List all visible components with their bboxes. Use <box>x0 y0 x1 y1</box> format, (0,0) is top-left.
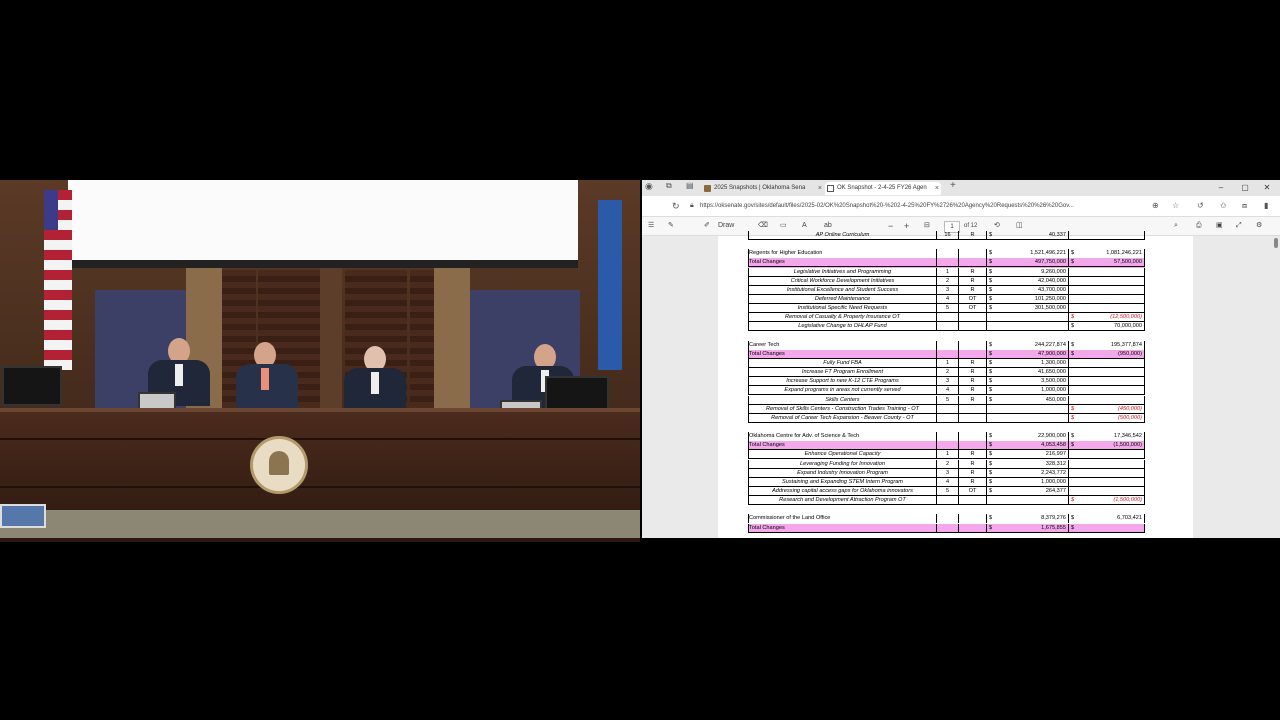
pdf-favicon <box>827 185 834 192</box>
cell-v1: 22,900,000 <box>1038 433 1066 440</box>
cell-v2: (1,500,000) <box>1076 441 1145 450</box>
zoom-in-button[interactable]: + <box>904 221 910 231</box>
cell-d2 <box>1068 487 1076 496</box>
cell-d2 <box>1068 396 1076 405</box>
cell-v2: 1,081,246,221 <box>1076 249 1145 258</box>
senate-seal-icon <box>250 436 308 494</box>
favorites-icon[interactable]: ✩ <box>1220 201 1227 210</box>
cell-d1: $ <box>986 514 994 523</box>
cell-d1: $ <box>986 396 994 405</box>
cell-name: Career Tech <box>748 341 936 350</box>
cell-v1: 497,750,000 <box>994 258 1068 267</box>
cell-d1: $ <box>986 460 994 469</box>
cell-v1: 264,377 <box>994 487 1068 496</box>
cell-d1: $ <box>986 231 994 240</box>
cell-name: Enhance Operational Capacity <box>748 450 936 459</box>
cell-num: 1 <box>936 268 958 277</box>
cell-name: Total Changes <box>748 441 936 450</box>
desk-trim <box>0 486 640 488</box>
extensions-icon[interactable]: ⧈ <box>1242 201 1248 210</box>
cell-num <box>936 405 958 414</box>
cell-d2: $ <box>1068 313 1076 322</box>
cell-type <box>958 258 986 267</box>
request-row <box>748 368 1145 377</box>
cell-name: Removal of Career Tech Expansion - Beaver County - OT <box>748 414 936 423</box>
cell-num <box>936 258 958 267</box>
cell-d1: $ <box>986 487 994 496</box>
close-tab-icon[interactable]: × <box>934 185 939 192</box>
total-changes-row <box>748 441 1145 450</box>
cell-num: 5 <box>936 304 958 313</box>
cell-d2: $ <box>1068 514 1076 523</box>
cell-type <box>958 350 986 359</box>
cell-name: Research and Development Attraction Program OT <box>748 496 936 505</box>
cell-type: OT <box>958 487 986 496</box>
cell-v2 <box>1076 450 1145 459</box>
request-row <box>748 322 1145 331</box>
cell-type <box>958 441 986 450</box>
cell-name: Critical Workforce Development Initiatives <box>748 277 936 286</box>
fullscreen-icon[interactable]: ⤢ <box>1236 222 1242 229</box>
cell-d1: $ <box>986 268 994 277</box>
cell-v2: (450,000) <box>1076 405 1145 414</box>
cell-type: R <box>958 377 986 386</box>
cell-v1: 2,243,772 <box>994 469 1068 478</box>
cell-v2 <box>1076 478 1145 487</box>
cell-num <box>936 322 958 331</box>
print-icon[interactable]: ⎙ <box>1196 222 1202 229</box>
table-spacer-row <box>748 332 1145 341</box>
favorite-star-icon[interactable]: ☆ <box>1172 201 1180 210</box>
oklahoma-flag <box>598 200 622 370</box>
total-changes-row <box>748 258 1145 267</box>
agency-row <box>748 514 1145 523</box>
cell-name: Oklahoma Centre for Adv. of Science & Tech <box>748 432 936 441</box>
cell-d2: $ <box>1068 322 1076 331</box>
save-icon[interactable]: ▣ <box>1216 222 1223 229</box>
cell-d1: $ <box>986 295 994 304</box>
cell-d2 <box>1068 377 1076 386</box>
request-row <box>748 496 1145 505</box>
fit-page-icon[interactable]: ⊟ <box>924 222 930 229</box>
cell-d2: $ <box>1068 249 1076 258</box>
cell-d1: $ <box>986 377 994 386</box>
cell-num: 4 <box>936 478 958 487</box>
cell-d1: $ <box>986 258 994 267</box>
cell-v1: 3,500,000 <box>994 377 1068 386</box>
cell-v1 <box>994 313 1068 322</box>
cell-type <box>958 496 986 505</box>
cell-d2: $ <box>1068 432 1076 441</box>
cell-name: Total Changes <box>748 258 936 267</box>
cell-name: Legislative Change to OHLAP Fund <box>748 322 936 331</box>
cell-d1 <box>986 496 994 505</box>
cell-name: Fully Fund FBA <box>748 359 936 368</box>
cell-d2: $ <box>1068 350 1076 359</box>
cell-d1: $ <box>986 432 994 441</box>
request-row <box>748 295 1145 304</box>
cell-v2 <box>1076 304 1145 313</box>
agency-row <box>748 432 1145 441</box>
cell-v2: 57,500,000 <box>1076 258 1145 267</box>
request-row <box>748 268 1145 277</box>
cell-name: Skills Centers <box>748 396 936 405</box>
cell-type: OT <box>958 304 986 313</box>
cell-name: Expand programs in areas not currently served <box>748 386 936 395</box>
cell-type <box>958 322 986 331</box>
cell-name: Expand Industry Innovation Program <box>748 469 936 478</box>
cell-v1: 8,379,276 <box>1041 515 1066 522</box>
cell-name: Leveraging Funding for Innovation <box>748 460 936 469</box>
cell-v2: (1,500,000) <box>1076 496 1145 505</box>
tab-label: 2025 Snapshots | Oklahoma Sena <box>714 185 806 191</box>
cell-v1: 301,500,000 <box>994 304 1068 313</box>
cell-num <box>936 514 958 523</box>
request-row <box>748 313 1145 322</box>
request-row <box>748 478 1145 487</box>
cell-type: R <box>958 469 986 478</box>
cell-v1: 1,300,000 <box>994 359 1068 368</box>
draw-icon[interactable]: ✐ <box>704 222 710 229</box>
cell-d1: $ <box>986 249 994 258</box>
request-row <box>748 359 1145 368</box>
request-row <box>748 450 1145 459</box>
cell-d2 <box>1068 478 1076 487</box>
new-tab-button[interactable]: + <box>950 180 956 191</box>
cell-type: R <box>958 277 986 286</box>
cell-v2 <box>1076 487 1145 496</box>
total-changes-row <box>748 350 1145 359</box>
cell-num: 4 <box>936 295 958 304</box>
reload-extension-icon[interactable]: ↺ <box>1197 201 1204 210</box>
cell-type <box>958 414 986 423</box>
cell-name: Removal of Casualty & Property Insurance OT <box>748 313 936 322</box>
cell-d1: $ <box>986 524 994 533</box>
cell-d1: $ <box>986 286 994 295</box>
cell-num: 5 <box>936 487 958 496</box>
cell-type <box>958 524 986 533</box>
cell-num: 16 <box>936 231 958 240</box>
cell-name: Legislative Initiatives and Programming <box>748 268 936 277</box>
cell-type: R <box>958 368 986 377</box>
projection-screen <box>68 180 578 268</box>
cell-v1: 47,900,000 <box>994 350 1068 359</box>
cell-d2: $ <box>1068 414 1076 423</box>
rotate-icon[interactable]: ⟲ <box>994 222 1000 229</box>
cell-name: Removal of Skills Centers - Construction Trades Training - OT <box>748 405 936 414</box>
agency-row <box>748 249 1145 258</box>
cell-name: AP Online Curriculum <box>748 231 936 240</box>
cell-type: R <box>958 450 986 459</box>
cell-v2: (12,500,000) <box>1076 313 1145 322</box>
cell-d1: $ <box>986 350 994 359</box>
cell-num <box>936 432 958 441</box>
cell-v1 <box>994 496 1068 505</box>
cell-name: Increase Support to new K-12 CTE Programs <box>748 377 936 386</box>
cell-d2 <box>1068 295 1076 304</box>
cell-num: 3 <box>936 377 958 386</box>
url-field[interactable]: https://oksenate.gov/sites/default/files/2025-02/OK%20Snapshot%20-%202-4-25%20FY%2726%20Agency%20Requests%20%26%20Gov... <box>700 203 1074 209</box>
cell-v1: 41,650,000 <box>994 368 1068 377</box>
cell-d1 <box>986 322 994 331</box>
cell-v1: 216,997 <box>994 450 1068 459</box>
cell-d1: $ <box>986 341 994 350</box>
cell-type: R <box>958 231 986 240</box>
cell-d2 <box>1068 231 1076 240</box>
cell-d2: $ <box>1068 258 1076 267</box>
request-row <box>748 386 1145 395</box>
cell-d2 <box>1068 359 1076 368</box>
cell-v2 <box>1076 277 1145 286</box>
request-row <box>748 487 1145 496</box>
cell-v2 <box>1076 396 1145 405</box>
cell-name: Institutional Excellence and Student Success <box>748 286 936 295</box>
cell-v1: 42,040,000 <box>994 277 1068 286</box>
cell-name: Sustaining and Expanding STEM Intern Program <box>748 478 936 487</box>
cell-v2 <box>1076 231 1145 240</box>
cell-type <box>958 313 986 322</box>
cell-type: R <box>958 460 986 469</box>
cell-num: 1 <box>936 450 958 459</box>
cell-type: OT <box>958 295 986 304</box>
cell-v2: 17,346,542 <box>1076 432 1145 441</box>
cell-v1: 9,260,000 <box>994 268 1068 277</box>
cell-v1: 1,000,000 <box>994 478 1068 487</box>
cell-v2 <box>1076 295 1145 304</box>
cell-v1: 1,000,000 <box>994 386 1068 395</box>
cell-d2: $ <box>1068 341 1076 350</box>
zoom-out-button[interactable]: − <box>888 221 894 231</box>
cell-type <box>958 432 986 441</box>
carpet <box>0 510 640 538</box>
highlight-icon[interactable]: ✎ <box>668 222 674 229</box>
tab-actions-icon[interactable]: ▤ <box>686 181 694 190</box>
cell-v2 <box>1076 524 1145 533</box>
cell-v1: 4,053,458 <box>994 441 1068 450</box>
cell-num <box>936 350 958 359</box>
text-icon[interactable]: ▭ <box>780 222 787 229</box>
cell-type <box>958 341 986 350</box>
total-changes-row <box>748 524 1145 533</box>
search-icon[interactable]: ⌕ <box>1174 222 1178 229</box>
cell-v1: 328,312 <box>994 460 1068 469</box>
tab-bar <box>642 180 1280 196</box>
cell-v2 <box>1076 460 1145 469</box>
cell-d1 <box>986 414 994 423</box>
cell-num <box>936 524 958 533</box>
cell-num: 2 <box>936 368 958 377</box>
cell-num <box>936 441 958 450</box>
cell-v1: 1,521,496,221 <box>1030 250 1066 257</box>
cell-d2 <box>1068 386 1076 395</box>
hearing-video-feed <box>0 180 640 538</box>
site-info-icon[interactable]: 🔒︎ <box>690 202 694 209</box>
cell-v2: 6,703,421 <box>1076 514 1145 523</box>
address-bar <box>642 196 1280 217</box>
cell-v2: 195,377,874 <box>1076 341 1145 350</box>
cell-v1: 1,675,855 <box>994 524 1068 533</box>
cell-v1: 40,337 <box>994 231 1068 240</box>
pdf-page <box>718 232 1193 538</box>
cell-d1: $ <box>986 359 994 368</box>
cell-v2 <box>1076 368 1145 377</box>
cell-d1: $ <box>986 478 994 487</box>
cell-name: Institutional Specific Need Requests <box>748 304 936 313</box>
cell-d1: $ <box>986 386 994 395</box>
monitor <box>2 366 62 406</box>
cell-type: R <box>958 359 986 368</box>
cell-d2 <box>1068 277 1076 286</box>
translate-icon[interactable]: ab <box>824 222 832 229</box>
browser-window <box>642 180 1280 538</box>
cell-d2 <box>1068 268 1076 277</box>
page-view-icon[interactable]: ◫ <box>1016 222 1023 229</box>
cell-d2: $ <box>1068 405 1076 414</box>
minimize-button[interactable]: – <box>1218 183 1224 192</box>
cell-num: 4 <box>936 386 958 395</box>
cell-d1: $ <box>986 450 994 459</box>
cell-d2 <box>1068 304 1076 313</box>
table-spacer-row <box>748 423 1145 432</box>
request-row <box>748 231 1145 240</box>
cell-v1 <box>994 322 1068 331</box>
cell-v1 <box>994 414 1068 423</box>
close-window-button[interactable]: ✕ <box>1263 183 1271 192</box>
close-tab-icon[interactable]: × <box>817 185 822 192</box>
us-flag <box>44 190 72 370</box>
cell-v2 <box>1076 268 1145 277</box>
cell-type: R <box>958 386 986 395</box>
request-row <box>748 396 1145 405</box>
table-spacer-row <box>748 240 1145 249</box>
cell-num <box>936 341 958 350</box>
cell-type <box>958 514 986 523</box>
cell-type: R <box>958 268 986 277</box>
cell-num: 2 <box>936 277 958 286</box>
cell-v2 <box>1076 386 1145 395</box>
cell-d2: $ <box>1068 496 1076 505</box>
read-aloud-icon[interactable]: A <box>802 222 807 229</box>
cell-num: 1 <box>936 359 958 368</box>
cell-type <box>958 249 986 258</box>
cell-num: 3 <box>936 469 958 478</box>
eraser-icon[interactable]: ⌫ <box>758 222 768 229</box>
zoom-icon[interactable]: ⊕ <box>1152 201 1159 210</box>
cell-name: Total Changes <box>748 524 936 533</box>
cell-d2 <box>1068 368 1076 377</box>
cell-v2: (500,000) <box>1076 414 1145 423</box>
cell-d2 <box>1068 450 1076 459</box>
sidebar-icon[interactable]: ▮ <box>1264 201 1269 210</box>
cell-num <box>936 496 958 505</box>
cell-v2 <box>1076 377 1145 386</box>
cell-v1: 244,227,874 <box>1034 341 1066 348</box>
cell-v1 <box>994 405 1068 414</box>
senate-favicon <box>704 185 711 192</box>
request-row <box>748 414 1145 423</box>
cell-name: Increase FT Program Enrollment <box>748 368 936 377</box>
cell-d2 <box>1068 460 1076 469</box>
cell-num <box>936 414 958 423</box>
cell-v2 <box>1076 359 1145 368</box>
cell-name: Regents for Higher Education <box>748 249 936 258</box>
request-row <box>748 377 1145 386</box>
request-row <box>748 460 1145 469</box>
tab-senate-snapshots[interactable] <box>702 182 824 195</box>
page-count: of 12 <box>964 223 978 229</box>
cell-v2: (950,000) <box>1076 350 1145 359</box>
agency-row <box>748 341 1145 350</box>
cell-d1: $ <box>986 277 994 286</box>
tab-label: OK Snapshot - 2-4-25 FY26 Agen <box>837 185 927 191</box>
cell-num: 5 <box>936 396 958 405</box>
cell-type: R <box>958 478 986 487</box>
request-row <box>748 286 1145 295</box>
cell-v1: 43,700,000 <box>994 286 1068 295</box>
cell-num: 3 <box>936 286 958 295</box>
cell-v2 <box>1076 286 1145 295</box>
cell-name: Total Changes <box>748 350 936 359</box>
profile-avatar-icon[interactable]: ◉ <box>645 181 653 191</box>
cell-d1: $ <box>986 441 994 450</box>
cell-name: Deferred Maintenance <box>748 295 936 304</box>
page-number-input[interactable]: 1 <box>944 221 960 233</box>
pdf-viewer[interactable] <box>642 232 1280 538</box>
request-row <box>748 405 1145 414</box>
table-spacer-row <box>748 505 1145 514</box>
cell-d2 <box>1068 286 1076 295</box>
cell-v2 <box>1076 469 1145 478</box>
cell-type: R <box>958 396 986 405</box>
cell-num: 2 <box>936 460 958 469</box>
agency-requests-table <box>748 231 1145 533</box>
refresh-icon[interactable]: ↻ <box>672 201 680 211</box>
binders <box>0 504 46 528</box>
collections-icon[interactable]: ⧉ <box>666 181 672 190</box>
cell-d2: $ <box>1068 441 1076 450</box>
tab-ok-snapshot-pdf[interactable] <box>825 182 941 195</box>
cell-type: R <box>958 286 986 295</box>
cell-d2 <box>1068 469 1076 478</box>
settings-gear-icon[interactable]: ⚙ <box>1256 222 1263 229</box>
contents-icon[interactable]: ☰ <box>648 222 655 229</box>
cell-v1: 450,000 <box>994 396 1068 405</box>
cell-v1: 101,250,000 <box>994 295 1068 304</box>
cell-num <box>936 313 958 322</box>
maximize-button[interactable]: ▢ <box>1241 183 1249 192</box>
scrollbar-thumb[interactable] <box>1274 238 1278 248</box>
cell-name: Commissioner of the Land Office <box>748 514 936 523</box>
desk-trim <box>0 438 640 440</box>
cell-type <box>958 405 986 414</box>
cell-v2: 70,000,000 <box>1076 322 1145 331</box>
cell-num <box>936 249 958 258</box>
cell-d1 <box>986 313 994 322</box>
request-row <box>748 277 1145 286</box>
cell-d1: $ <box>986 469 994 478</box>
cell-d1: $ <box>986 368 994 377</box>
cell-d1 <box>986 405 994 414</box>
draw-button[interactable]: Draw <box>718 222 735 229</box>
cell-d2: $ <box>1068 524 1076 533</box>
cell-d1: $ <box>986 304 994 313</box>
cell-name: Addressing capital access gaps for Oklahoma innovators <box>748 487 936 496</box>
request-row <box>748 304 1145 313</box>
request-row <box>748 469 1145 478</box>
